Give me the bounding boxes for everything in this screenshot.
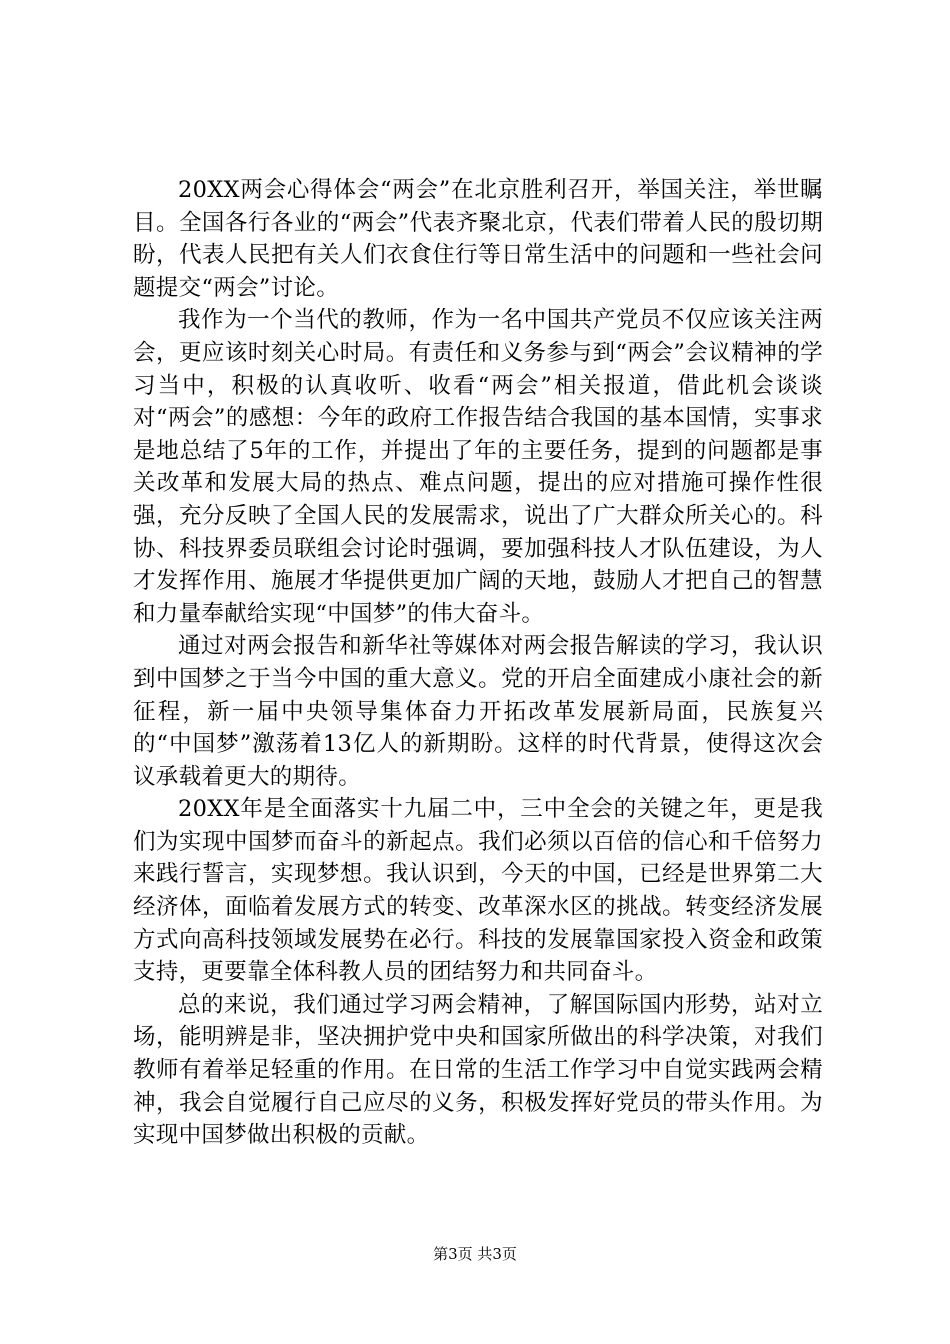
paragraph-5: 总的来说，我们通过学习两会精神，了解国际国内形势，站对立场，能明辨是非，坚决拥护党中央和国家所做出的科学决策，对我们教师有着举足轻重的作用。在日常的生活工作学习中自觉实践两会精神，我会自觉履行自己应尽的义务，积极发挥好党员的带头作用。为实现中国梦做出积极的贡献。 — [133, 991, 823, 1149]
paragraph-2: 我作为一个当代的教师，作为一名中国共产党员不仅应该关注两会，更应该时刻关心时局。有责任和义务参与到“两会”会议精神的学习当中，积极的认真收听、收看“两会”相关报道，借此机会谈谈对“两会”的感想：今年的政府工作报告结合我国的基本国情，实事求是地总结了5年的工作，并提出了年的主要任务，提到的问题都是事关改革和发展大局的热点、难点问题，提出的应对措施可操作性很强，充分反映了全国人民的发展需求，说出了广大群众所关心的。科协、科技界委员联组会讨论时强调，要加强科技人才队伍建设，为人才发挥作用、施展才华提供更加广阔的天地，鼓励人才把自己的智慧和力量奉献给实现“中国梦”的伟大奋斗。 — [133, 307, 823, 627]
page-number-footer: 第3页 共3页 — [433, 1245, 517, 1263]
document-body — [133, 174, 823, 1152]
paragraph-3: 通过对两会报告和新华社等媒体对两会报告解读的学习，我认识到中国梦之于当今中国的重大意义。党的开启全面建成小康社会的新征程，新一届中央领导集体奋力开拓改革发展新局面，民族复兴的“中国梦”激荡着13亿人的新期盼。这样的时代背景，使得这次会议承载着更大的期待。 — [133, 633, 823, 790]
paragraph-4: 20XX年是全面落实十九届二中，三中全会的关键之年，更是我们为实现中国梦而奋斗的新起点。我们必须以百倍的信心和千倍努力来践行誓言，实现梦想。我认识到，今天的中国，已经是世界第二大经济体，面临着发展方式的转变、改革深水区的挑战。转变经济发展方式向高科技领域发展势在必行。科技的发展靠国家投入资金和政策支持，更要靠全体科教人员的团结努力和共同奋斗。 — [133, 796, 823, 986]
paragraph-1: 20XX两会心得体会“两会”在北京胜利召开，举国关注，举世瞩目。全国各行各业的“两会”代表齐聚北京，代表们带着人民的殷切期盼，代表人民把有关人们衣食住行等日常生活中的问题和一些社会问题提交“两会”讨论。 — [133, 177, 823, 301]
